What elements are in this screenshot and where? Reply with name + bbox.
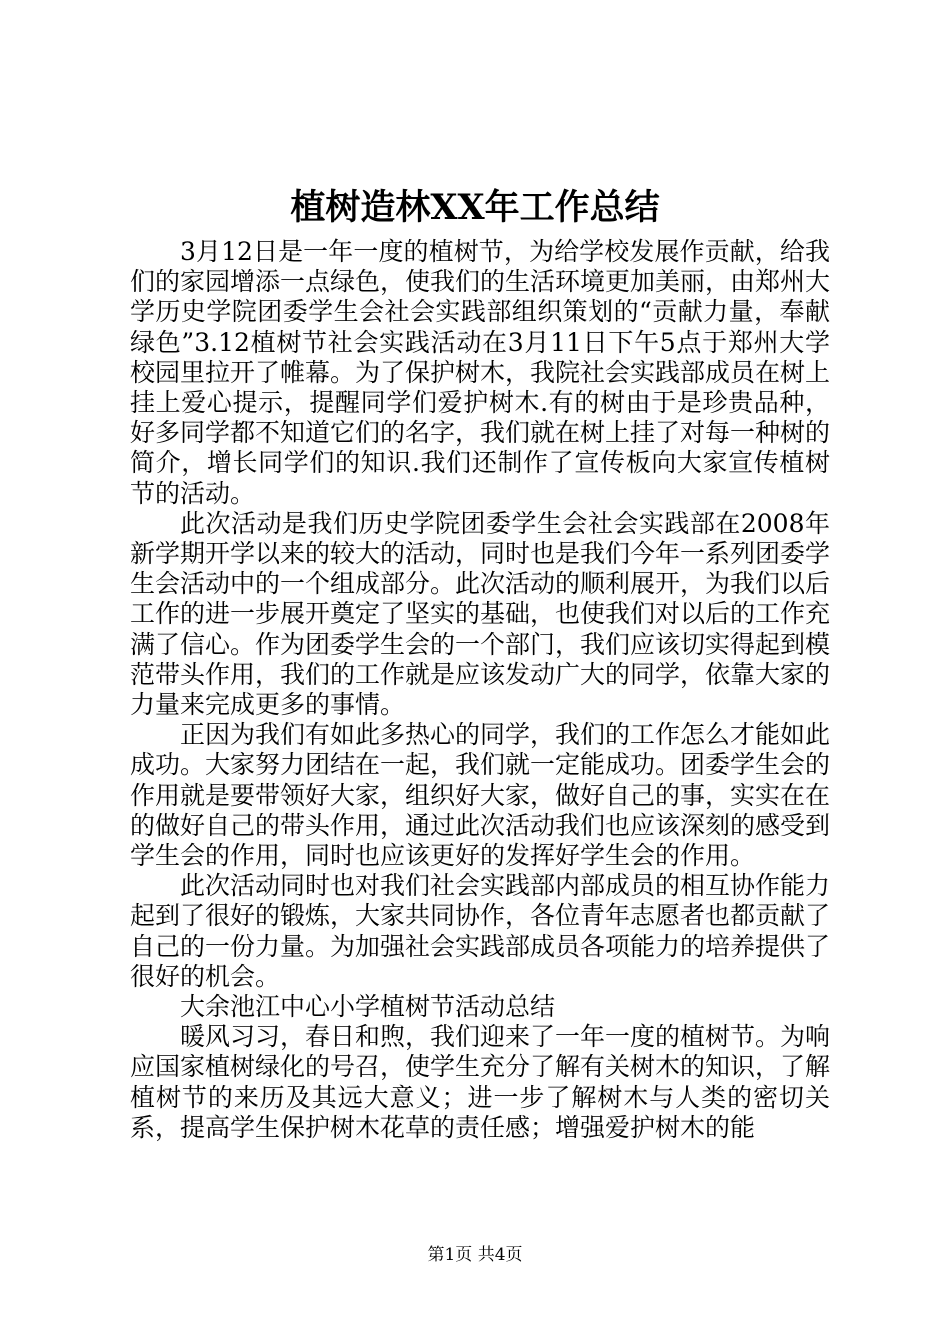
paragraph: 此次活动同时也对我们社会实践部内部成员的相互协作能力起到了很好的锻炼，大家共同协作，各位青年志愿者也都贡献了自己的一份力量。为加强社会实践部成员各项能力的培养提供了很好的机会。	[130, 871, 831, 991]
section-heading: 大余池江中心小学植树节活动总结	[180, 992, 556, 1022]
document-body	[130, 237, 830, 1143]
paragraph: 3月12日是一年一度的植树节，为给学校发展作贡献，给我们的家园增添一点绿色，使我们的生活环境更加美丽，由郑州大学历史学院团委学生会社会实践部组织策划的“贡献力量，奉献绿色”3.12植树节社会实践活动在3月11日下午5点于郑州大学校园里拉开了帷幕。为了保护树木，我院社会实践部成员在树上挂上爱心提示，提醒同学们爱护树木.有的树由于是珍贵品种，好多同学都不知道它们的名字，我们就在树上挂了对每一种树的简介，增长同学们的知识.我们还制作了宣传板向大家宣传植树节的活动。	[130, 237, 831, 508]
paragraph: 此次活动是我们历史学院团委学生会社会实践部在2008年新学期开学以来的较大的活动，同时也是我们今年一系列团委学生会活动中的一个组成部分。此次活动的顺利展开，为我们以后工作的进一步展开奠定了坚实的基础，也使我们对以后的工作充满了信心。作为团委学生会的一个部门，我们应该切实得起到模范带头作用，我们的工作就是应该发动广大的同学，依靠大家的力量来完成更多的事情。	[130, 508, 831, 720]
paragraph: 暖风习习，春日和煦，我们迎来了一年一度的植树节。为响应国家植树绿化的号召，使学生充分了解有关树木的知识，了解植树节的来历及其远大意义；进一步了解树木与人类的密切关系，提高学生保护树木花草的责任感；增强爱护树木的能	[130, 1022, 831, 1142]
page-number-footer: 第1页 共4页	[427, 1245, 523, 1265]
document-title: 植树造林XX年工作总结	[290, 187, 660, 228]
paragraph: 正因为我们有如此多热心的同学，我们的工作怎么才能如此成功。大家努力团结在一起，我们就一定能成功。团委学生会的作用就是要带领好大家，组织好大家，做好自己的事，实实在在的做好自己的带头作用，通过此次活动我们也应该深刻的感受到学生会的作用，同时也应该更好的发挥好学生会的作用。	[130, 720, 831, 871]
